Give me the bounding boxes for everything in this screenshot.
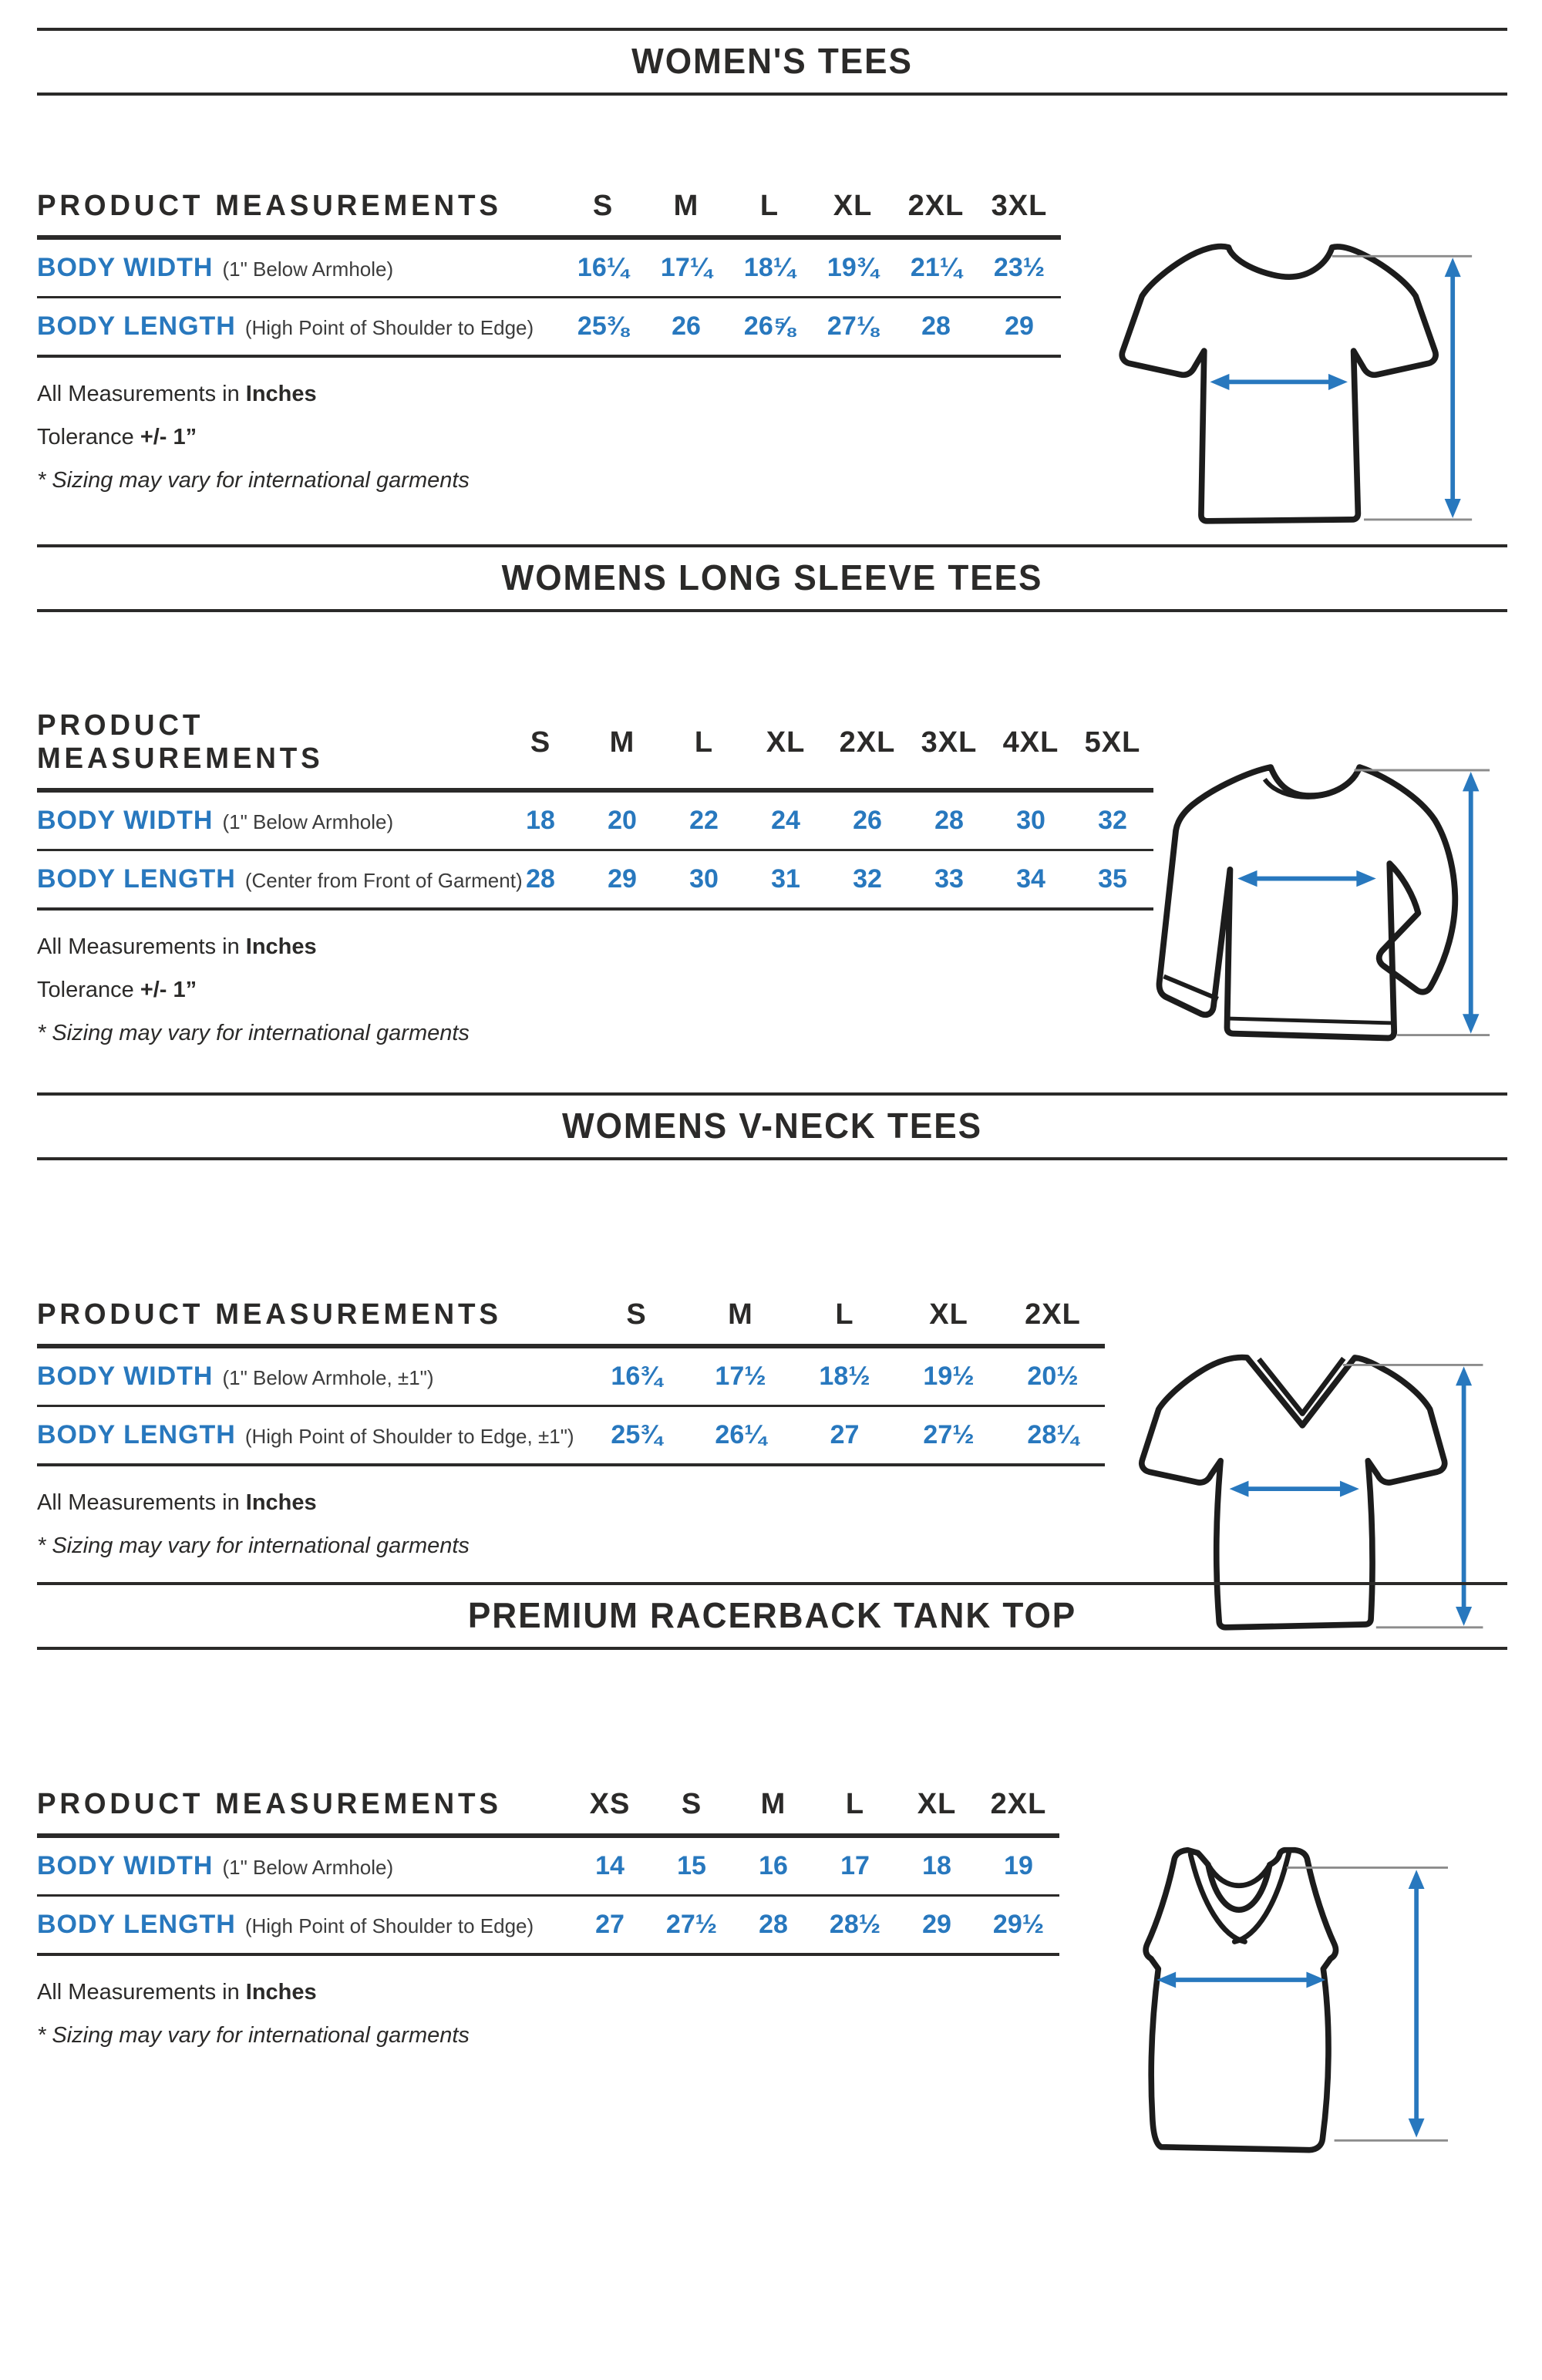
size-header-cell: 5XL bbox=[1084, 725, 1141, 759]
value-cell: 21¼ bbox=[910, 253, 962, 282]
value-cell: 26¼ bbox=[715, 1420, 766, 1450]
value-cell: 28 bbox=[759, 1910, 788, 1940]
table-row bbox=[37, 851, 1153, 911]
table-header-row bbox=[37, 706, 1153, 793]
note-segment: Tolerance bbox=[37, 978, 140, 1003]
racerback-tank-illustration bbox=[1114, 1830, 1452, 2160]
body-length-arrow bbox=[1463, 772, 1479, 1034]
table-row bbox=[37, 1897, 1059, 1956]
value-cell: 22 bbox=[689, 806, 719, 836]
size-header-cell: 2XL bbox=[1025, 1298, 1081, 1331]
row-sublabel-text: (1" Below Armhole) bbox=[222, 258, 394, 281]
body-length-arrow bbox=[1409, 1870, 1425, 2138]
note-segment: Inches bbox=[245, 934, 317, 960]
size-header-cell: S bbox=[592, 190, 614, 222]
value-cell: 27½ bbox=[923, 1420, 975, 1450]
row-sublabel-text: (1" Below Armhole) bbox=[222, 810, 394, 834]
table-header-label: PRODUCT MEASUREMENTS bbox=[37, 709, 324, 776]
row-label-text: BODY LENGTH bbox=[37, 1910, 236, 1940]
size-header-cell: L bbox=[759, 190, 779, 222]
long-sleeve-tee-illustration bbox=[1117, 734, 1493, 1058]
note-segment: Inches bbox=[245, 1980, 317, 2005]
value-cell: 28 bbox=[526, 864, 555, 894]
value-cell: 17½ bbox=[715, 1362, 766, 1392]
size-header-cell: S bbox=[681, 1788, 702, 1821]
value-cell: 31 bbox=[771, 864, 800, 894]
size-header-cell: L bbox=[694, 725, 714, 759]
size-header-cell: XL bbox=[917, 1788, 957, 1821]
row-sublabel-text: (High Point of Shoulder to Edge, ±1") bbox=[244, 1425, 574, 1449]
measurements-table bbox=[37, 187, 1061, 358]
table-row bbox=[37, 298, 1061, 358]
size-header-cell: M bbox=[760, 1788, 786, 1821]
size-header-cell: 2XL bbox=[990, 1788, 1047, 1821]
size-header-cell: XL bbox=[833, 190, 873, 222]
measurements-table bbox=[37, 1295, 1105, 1466]
row-label bbox=[37, 1910, 569, 1940]
value-cell: 30 bbox=[689, 864, 719, 894]
row-label-text: BODY LENGTH bbox=[37, 864, 236, 894]
value-cell: 35 bbox=[1098, 864, 1127, 894]
size-header-cell: L bbox=[845, 1788, 865, 1821]
garment-outline bbox=[1146, 1850, 1335, 2150]
note-segment: Inches bbox=[245, 382, 317, 406]
section-header bbox=[37, 1092, 1507, 1160]
note-segment: Inches bbox=[245, 1490, 317, 1516]
table-row bbox=[37, 793, 1153, 851]
size-header-cell: 2XL bbox=[839, 725, 896, 759]
value-cell: 32 bbox=[1098, 806, 1127, 836]
value-cell: 19 bbox=[1004, 1851, 1033, 1881]
section-womens-tees bbox=[37, 28, 1507, 497]
value-cell: 32 bbox=[853, 864, 882, 894]
value-cell: 25¾ bbox=[611, 1420, 662, 1450]
row-label bbox=[37, 1420, 584, 1450]
value-cell: 28 bbox=[921, 311, 951, 341]
table-header-label: PRODUCT MEASUREMENTS bbox=[37, 1298, 502, 1331]
tee-illustration bbox=[1106, 225, 1476, 536]
value-cell: 19¾ bbox=[827, 253, 879, 282]
size-header-cell: XS bbox=[589, 1788, 631, 1821]
value-cell: 16 bbox=[759, 1851, 788, 1881]
value-cell: 27½ bbox=[665, 1910, 718, 1940]
garment-outline bbox=[1160, 767, 1456, 1038]
row-label bbox=[37, 311, 561, 342]
value-cell: 14 bbox=[595, 1851, 625, 1881]
size-header-cell: M bbox=[673, 190, 699, 222]
size-header-cell: 3XL bbox=[921, 725, 978, 759]
note-segment: * Sizing may vary for international garments bbox=[37, 1021, 470, 1046]
value-cell: 18 bbox=[526, 806, 555, 836]
value-cell: 18¼ bbox=[743, 253, 796, 282]
note-segment: All Measurements in bbox=[37, 934, 246, 960]
value-cell: 17 bbox=[840, 1851, 870, 1881]
note-segment: * Sizing may vary for international garments bbox=[37, 1533, 470, 1559]
section-header bbox=[37, 544, 1507, 612]
size-header-cell: L bbox=[835, 1298, 854, 1331]
value-cell: 27 bbox=[830, 1420, 860, 1450]
size-header-cell: XL bbox=[929, 1298, 968, 1331]
value-cell: 25⅜ bbox=[577, 311, 629, 341]
value-cell: 30 bbox=[1016, 806, 1045, 836]
row-sublabel-text: (High Point of Shoulder to Edge) bbox=[244, 316, 534, 339]
row-label bbox=[37, 253, 561, 283]
size-header-cell: 3XL bbox=[991, 190, 1048, 222]
section-long-sleeve-tees bbox=[37, 544, 1507, 1049]
row-label bbox=[37, 1362, 584, 1392]
row-label-text: BODY WIDTH bbox=[37, 253, 214, 282]
row-sublabel-text: (1" Below Armhole, ±1") bbox=[222, 1366, 434, 1390]
value-cell: 16¾ bbox=[611, 1362, 662, 1392]
section-header bbox=[37, 1582, 1507, 1650]
table-header-label: PRODUCT MEASUREMENTS bbox=[37, 190, 502, 222]
page bbox=[37, 28, 1507, 2247]
section-title: WOMENS V-NECK TEES bbox=[562, 1106, 982, 1146]
table-header-row bbox=[37, 187, 1061, 240]
body-length-arrow bbox=[1445, 258, 1461, 518]
size-header-cell: M bbox=[609, 725, 635, 759]
size-header-cell: XL bbox=[766, 725, 806, 759]
measurements-table bbox=[37, 706, 1153, 911]
value-cell: 28¼ bbox=[1027, 1420, 1079, 1450]
section-racerback-tank bbox=[37, 1582, 1507, 2247]
value-cell: 29 bbox=[922, 1910, 951, 1940]
table-row bbox=[37, 240, 1061, 298]
row-sublabel-text: (1" Below Armhole) bbox=[222, 1856, 394, 1880]
value-cell: 29 bbox=[1005, 311, 1034, 341]
value-cell: 28½ bbox=[829, 1910, 881, 1940]
row-label-text: BODY WIDTH bbox=[37, 1851, 214, 1881]
section-title: PREMIUM RACERBACK TANK TOP bbox=[467, 1595, 1077, 1636]
value-cell: 27 bbox=[595, 1910, 625, 1940]
note-segment: +/- 1” bbox=[140, 978, 197, 1003]
section-title: WOMEN'S TEES bbox=[631, 41, 913, 81]
row-sublabel-text: (Center from Front of Garment) bbox=[244, 869, 523, 893]
value-cell: 20½ bbox=[1027, 1362, 1079, 1392]
table-row bbox=[37, 1348, 1105, 1407]
value-cell: 19½ bbox=[923, 1362, 975, 1392]
value-cell: 29½ bbox=[992, 1910, 1045, 1940]
row-label bbox=[37, 806, 500, 836]
note-segment: +/- 1” bbox=[140, 425, 197, 450]
row-label-text: BODY LENGTH bbox=[37, 311, 236, 341]
value-cell: 28 bbox=[934, 806, 964, 836]
note-segment: * Sizing may vary for international garments bbox=[37, 468, 470, 493]
section-v-neck-tees bbox=[37, 1092, 1507, 1562]
size-header-cell: 4XL bbox=[1002, 725, 1059, 759]
size-header-cell: 2XL bbox=[907, 190, 965, 222]
value-cell: 18½ bbox=[819, 1362, 870, 1392]
value-cell: 16¼ bbox=[577, 253, 629, 282]
section-title: WOMENS LONG SLEEVE TEES bbox=[501, 557, 1043, 598]
value-cell: 24 bbox=[771, 806, 800, 836]
value-cell: 17¼ bbox=[660, 253, 712, 282]
row-label bbox=[37, 1851, 569, 1881]
value-cell: 26⅝ bbox=[743, 311, 796, 341]
table-row bbox=[37, 1838, 1059, 1897]
measurements-table bbox=[37, 1785, 1059, 1956]
row-label-text: BODY LENGTH bbox=[37, 1420, 236, 1450]
note-segment: All Measurements in bbox=[37, 382, 246, 406]
value-cell: 20 bbox=[608, 806, 637, 836]
value-cell: 33 bbox=[934, 864, 964, 894]
value-cell: 29 bbox=[608, 864, 637, 894]
row-label-text: BODY WIDTH bbox=[37, 1362, 214, 1392]
note-segment: * Sizing may vary for international garments bbox=[37, 2023, 470, 2048]
row-sublabel-text: (High Point of Shoulder to Edge) bbox=[244, 1914, 534, 1938]
note-segment: All Measurements in bbox=[37, 1980, 246, 2005]
value-cell: 18 bbox=[922, 1851, 951, 1881]
note-segment: Tolerance bbox=[37, 425, 140, 450]
note-segment: All Measurements in bbox=[37, 1490, 246, 1516]
table-header-row bbox=[37, 1785, 1059, 1838]
size-header-cell: S bbox=[626, 1298, 647, 1331]
value-cell: 34 bbox=[1016, 864, 1045, 894]
size-header-cell: M bbox=[728, 1298, 753, 1331]
table-header-label: PRODUCT MEASUREMENTS bbox=[37, 1788, 502, 1821]
value-cell: 15 bbox=[677, 1851, 706, 1881]
value-cell: 26 bbox=[853, 806, 882, 836]
table-row bbox=[37, 1407, 1105, 1466]
value-cell: 26 bbox=[672, 311, 701, 341]
value-cell: 27⅛ bbox=[827, 311, 879, 341]
row-label bbox=[37, 864, 523, 894]
table-header-row bbox=[37, 1295, 1105, 1348]
section-header bbox=[37, 28, 1507, 96]
row-label-text: BODY WIDTH bbox=[37, 806, 214, 836]
value-cell: 23½ bbox=[993, 253, 1045, 282]
size-header-cell: S bbox=[530, 725, 551, 759]
